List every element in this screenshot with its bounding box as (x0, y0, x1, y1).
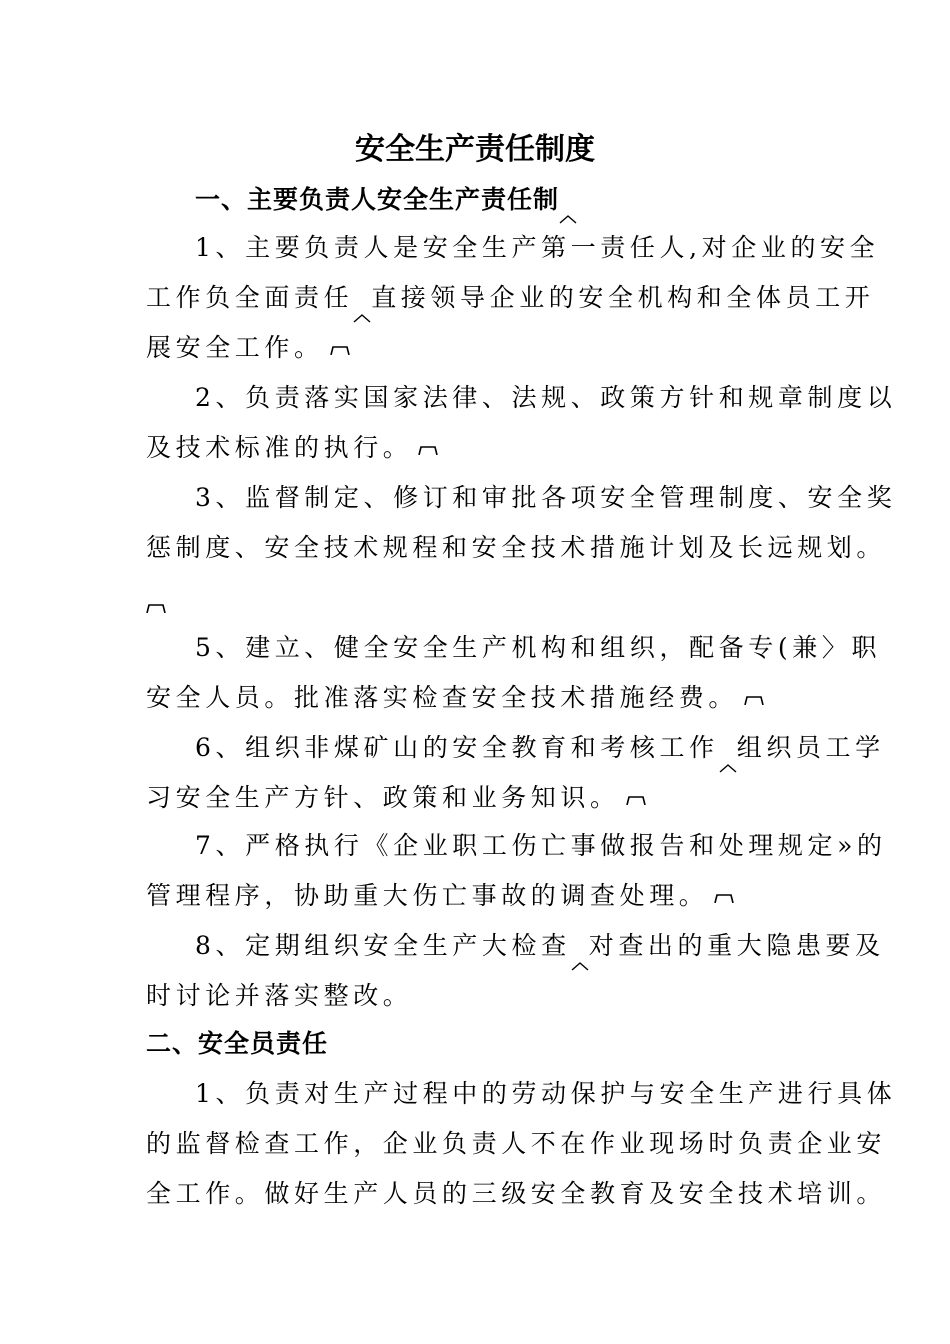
section-1-heading (195, 180, 577, 220)
s1-p3-line-1: 3、监督制定、修订和审批各项安全管理制度、安全奖 (195, 483, 897, 512)
caret-mark-icon (571, 943, 589, 953)
section-1-heading-text: 一、主要负责人安全生产责任制 (195, 185, 560, 214)
s1-p1-line-1: 1、主要负责人是安全生产第一责任人,对企业的安全 (195, 233, 880, 262)
bracket-mark-icon (626, 795, 646, 805)
s1-p8-line-1 (195, 926, 885, 966)
s2-p1-line-2: 的监督检查工作，企业负责人不在作业现场时负责企业安 (146, 1129, 887, 1158)
s1-p1-line-2a: 工作负全面责任 (146, 283, 354, 312)
s1-p3-line-3 (146, 586, 166, 626)
document-title: 安全生产责任制度 (355, 132, 595, 167)
s1-p8-line-2: 时讨论并落实整改。 (146, 981, 413, 1010)
caret-mark-icon (719, 745, 737, 755)
s1-p7-line-2 (146, 876, 734, 916)
s1-p2-line-2 (146, 428, 438, 468)
s1-p1-line-2 (146, 278, 874, 318)
s1-p5-line-2-text: 安全人员。批准落实检查安全技术措施经费。 (146, 683, 739, 712)
s1-p8-line-1b: 对查出的重大隐患要及 (588, 931, 885, 960)
s1-p5-line-1: 5、建立、健全安全生产机构和组织，配备专(兼〉职 (195, 633, 882, 662)
s1-p5-line-2 (146, 678, 764, 718)
s2-p1-line-3: 全工作。做好生产人员的三级安全教育及安全技术培训。 (146, 1179, 887, 1208)
s1-p2-line-1: 2、负责落实国家法律、法规、政策方针和规章制度以 (195, 383, 897, 412)
s1-p6-line-1b: 组织员工学 (736, 733, 885, 762)
caret-mark-icon (559, 196, 577, 206)
bracket-mark-icon (714, 893, 734, 903)
caret-mark-icon (353, 295, 371, 305)
s1-p6-line-2 (146, 778, 646, 818)
section-2-heading: 二、安全员责任 (146, 1029, 329, 1058)
s1-p1-line-2b: 直接领导企业的安全机构和全体员工开 (371, 283, 875, 312)
bracket-mark-icon (744, 695, 764, 705)
bracket-mark-icon (418, 445, 438, 455)
s1-p6-line-2-text: 习安全生产方针、政策和业务知识。 (146, 783, 620, 812)
s1-p3-line-2: 惩制度、安全技术规程和安全技术措施计划及长远规划。 (146, 533, 887, 562)
s1-p7-line-1: 7、严格执行《企业职工伤亡事做报告和处理规定»的 (195, 831, 887, 860)
s2-p1-line-1: 1、负责对生产过程中的劳动保护与安全生产进行具体 (195, 1079, 897, 1108)
bracket-mark-icon (330, 345, 350, 355)
s1-p1-line-3-text: 展安全工作。 (146, 333, 324, 362)
s1-p2-line-2-text: 及技术标准的执行。 (146, 433, 413, 462)
s1-p6-line-1a: 6、组织非煤矿山的安全教育和考核工作 (195, 733, 719, 762)
s1-p1-line-3 (146, 328, 350, 368)
bracket-mark-icon (146, 603, 166, 613)
s1-p8-line-1a: 8、定期组织安全生产大检查 (195, 931, 571, 960)
s1-p7-line-2-text: 管理程序，协助重大伤亡事故的调查处理。 (146, 881, 709, 910)
s1-p6-line-1 (195, 728, 885, 768)
